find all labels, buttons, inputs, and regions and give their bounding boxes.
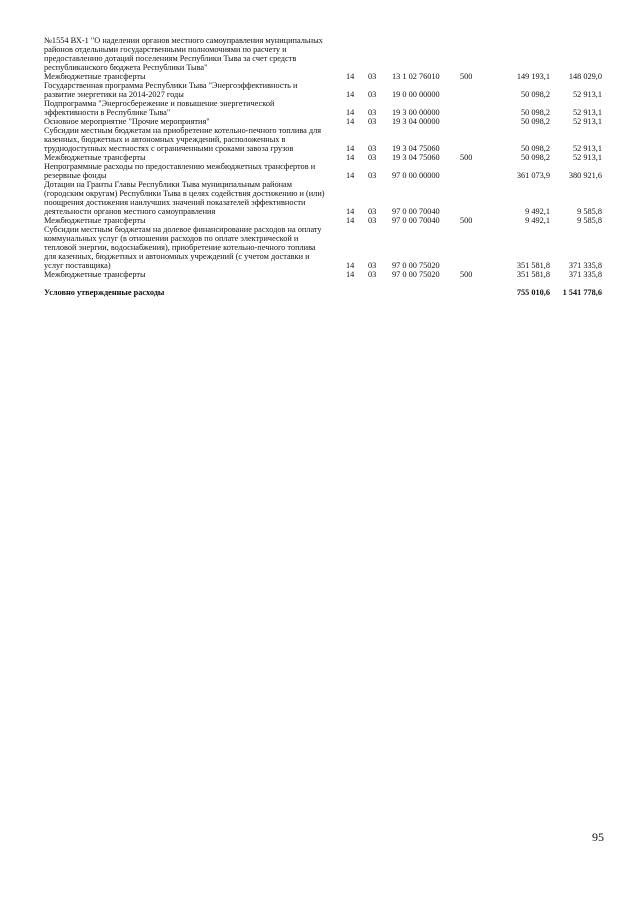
row-amount-year1 xyxy=(496,36,550,72)
total-amount-year2: 1 541 778,6 xyxy=(562,288,602,297)
row-target-article: 97 0 00 00000 xyxy=(392,171,440,180)
row-amount-year2: 52 913,1 xyxy=(572,117,602,126)
row-expense-type: 500 xyxy=(460,216,473,225)
row-expense-type: 500 xyxy=(460,72,473,81)
table-row xyxy=(44,126,602,153)
row-subsection: 03 xyxy=(368,216,377,225)
row-amount-year2: 52 913,1 xyxy=(572,108,602,117)
row-section: 14 xyxy=(346,216,355,225)
row-name: Межбюджетные трансферты xyxy=(44,270,146,279)
row-target-article: 13 1 02 76010 xyxy=(392,72,440,81)
row-expense-type: 500 xyxy=(460,153,473,162)
row-subsection: 03 xyxy=(368,207,377,216)
row-amount-year2 xyxy=(550,36,602,72)
row-subsection: 03 xyxy=(368,108,377,117)
row-amount-year2: 371 335,8 xyxy=(568,261,602,270)
row-name: Подпрограмма "Энергосбережение и повышение энергетической эффективности в Республике Тыва" xyxy=(44,99,275,117)
page-number: 95 xyxy=(592,830,604,844)
row-section: 14 xyxy=(346,117,355,126)
table-row xyxy=(44,216,602,225)
row-name: Дотации на Гранты Главы Республики Тыва муниципальным районам (городским округам) Республики Тыва в целях содействия достижению и (или) поощрения достижения наилучших значений показателей эффективности деятельности органов местного самоуправления xyxy=(44,180,325,216)
row-section: 14 xyxy=(346,72,355,81)
row-name: Межбюджетные трансферты xyxy=(44,72,146,81)
table-row xyxy=(44,270,602,279)
table-row xyxy=(44,99,602,117)
row-subsection: 03 xyxy=(368,90,377,99)
total-amount-year1: 755 010,6 xyxy=(516,288,550,297)
row-target-article: 19 3 04 75060 xyxy=(392,153,440,162)
row-subsection: 03 xyxy=(368,72,377,81)
row-subsection: 03 xyxy=(368,270,377,279)
table-row xyxy=(44,36,602,72)
table-row xyxy=(44,81,602,99)
row-amount-year1: 50 098,2 xyxy=(520,108,550,117)
row-expense-type xyxy=(460,162,496,180)
row-expense-type xyxy=(460,36,496,72)
table-row xyxy=(44,153,602,162)
row-amount-year1: 50 098,2 xyxy=(520,153,550,162)
table-row xyxy=(44,225,602,270)
row-amount-year1: 351 581,8 xyxy=(516,261,550,270)
row-expense-type xyxy=(460,180,496,216)
row-name: Межбюджетные трансферты xyxy=(44,153,146,162)
row-name: Основное мероприятие "Прочие мероприятия" xyxy=(44,117,210,126)
row-target-article: 97 0 00 75020 xyxy=(392,270,440,279)
row-amount-year1: 50 098,2 xyxy=(520,144,550,153)
row-expense-type xyxy=(460,225,496,270)
row-name: Субсидии местным бюджетам на приобретение котельно-печного топлива для казенных, бюджетных и автономных учреждений, расположенных в труднодоступных местностях с ограниченными сроками завоза грузов xyxy=(44,126,322,153)
row-section: 14 xyxy=(346,153,355,162)
row-expense-type xyxy=(460,117,496,126)
table-row xyxy=(44,180,602,216)
row-amount-year2: 52 913,1 xyxy=(572,153,602,162)
row-name: Субсидии местным бюджетам на долевое финансирование расходов на оплату коммунальных услуг (в отношении расходов по оплате электрической и тепловой энергии, водоснабжения), приобретение котельно-печного топлива для казенных, бюджетных и автономных учреждений (с учетом доставки и услуг поставщика) xyxy=(44,225,322,270)
row-section: 14 xyxy=(346,270,355,279)
row-subsection: 03 xyxy=(368,171,377,180)
total-label: Условно утвержденные расходы xyxy=(44,288,165,297)
row-section: 14 xyxy=(346,108,355,117)
row-expense-type xyxy=(460,126,496,153)
row-amount-year1: 361 073,9 xyxy=(516,171,550,180)
table-row xyxy=(44,162,602,180)
row-subsection: 03 xyxy=(368,117,377,126)
row-expense-type xyxy=(460,81,496,99)
row-section: 14 xyxy=(346,144,355,153)
row-amount-year2: 52 913,1 xyxy=(572,144,602,153)
row-amount-year2: 380 921,6 xyxy=(568,171,602,180)
table-row xyxy=(44,72,602,81)
row-subsection: 03 xyxy=(368,153,377,162)
row-target-article: 19 3 04 00000 xyxy=(392,117,440,126)
row-amount-year1: 50 098,2 xyxy=(520,117,550,126)
row-spacer xyxy=(44,279,602,288)
row-amount-year1: 149 193,1 xyxy=(516,72,550,81)
row-amount-year1: 9 492,1 xyxy=(525,207,550,216)
row-subsection: 03 xyxy=(368,261,377,270)
total-row xyxy=(44,288,602,297)
row-target-article: 97 0 00 70040 xyxy=(392,207,440,216)
row-expense-type: 500 xyxy=(460,270,473,279)
row-target-article: 19 3 00 00000 xyxy=(392,108,440,117)
row-target-article: 97 0 00 70040 xyxy=(392,216,440,225)
row-amount-year2: 9 585,8 xyxy=(577,207,602,216)
row-name: №1554 ВХ-1 "О наделении органов местного самоуправления муниципальных районов отдельными государственными полномочиями по расчету и предоставлению дотаций поселениям Республики Тыва за счет средств республиканского бюджета Республики Тыва" xyxy=(44,36,323,72)
row-target-article: 19 0 00 00000 xyxy=(392,90,440,99)
budget-table xyxy=(44,36,602,297)
row-name: Государственная программа Республики Тыва "Энергоэффективность и развитие энергетики на 2014-2027 годы xyxy=(44,81,298,99)
row-section: 14 xyxy=(346,171,355,180)
row-amount-year2: 9 585,8 xyxy=(577,216,602,225)
table-row xyxy=(44,117,602,126)
row-target-article: 97 0 00 75020 xyxy=(392,261,440,270)
row-amount-year1: 50 098,2 xyxy=(520,90,550,99)
row-amount-year2: 148 029,0 xyxy=(568,72,602,81)
row-amount-year1: 351 581,8 xyxy=(516,270,550,279)
row-section: 14 xyxy=(346,207,355,216)
row-amount-year2: 371 335,8 xyxy=(568,270,602,279)
row-target-article: 19 3 04 75060 xyxy=(392,144,440,153)
row-section xyxy=(346,36,368,72)
row-name: Непрограммные расходы по предоставлению межбюджетных трансфертов и резервные фонды xyxy=(44,162,316,180)
row-target-article xyxy=(392,36,460,72)
row-amount-year2: 52 913,1 xyxy=(572,90,602,99)
row-expense-type xyxy=(460,99,496,117)
row-amount-year1: 9 492,1 xyxy=(525,216,550,225)
row-name: Межбюджетные трансферты xyxy=(44,216,146,225)
row-section: 14 xyxy=(346,261,355,270)
row-subsection xyxy=(368,36,392,72)
row-subsection: 03 xyxy=(368,144,377,153)
row-section: 14 xyxy=(346,90,355,99)
